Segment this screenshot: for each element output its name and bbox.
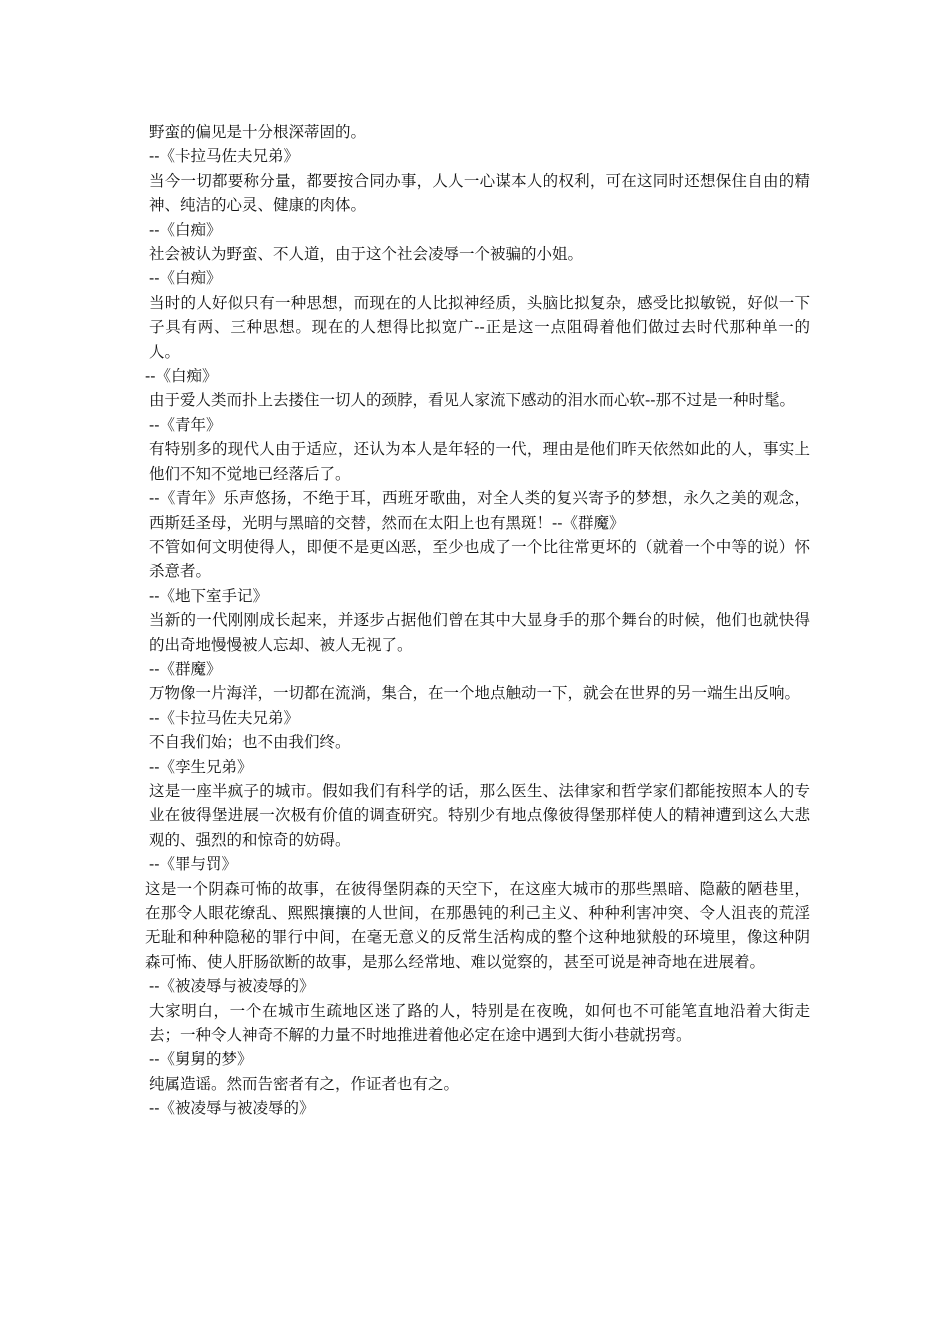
- quote-text: 当今一切都要称分量，都要按合同办事，人人一心谋本人的权利，可在这同时还想保住自由的精神、纯洁的心灵、健康的肉体。: [149, 171, 810, 215]
- quote-text: 社会被认为野蛮、不人道，由于这个社会凌辱一个被骗的小姐。: [149, 245, 584, 264]
- quote-text: 野蛮的偏见是十分根深蒂固的。: [149, 123, 367, 141]
- quote-text: 不自我们始；也不由我们终。: [149, 733, 351, 752]
- quote-text: 这是一座半疯子的城市。假如我们有科学的话，那么医生、法律家和哲学家们都能按照本人的专业在彼得堡进展一次极有价值的调查研究。特别少有地点像彼得堡那样使人的精神遭到这么大悲观的、强烈的和惊奇的妨碍。: [149, 781, 810, 849]
- quote-source: --《白痴》: [145, 367, 218, 386]
- document-body: [145, 120, 810, 1121]
- quote-text: 大家明白，一个在城市生疏地区迷了路的人，特别是在夜晚，如何也不可能笔直地沿着大街走去；一种令人神奇不解的力量不时地推进着他必定在途中遇到大街小巷就拐弯。: [149, 1001, 810, 1045]
- quote-source: --《地下室手记》: [149, 586, 268, 605]
- quote-source: --《孪生兄弟》: [149, 757, 253, 776]
- quote-source: --《卡拉马佐夫兄弟》: [149, 708, 299, 727]
- quote-source: --《罪与罚》: [149, 855, 237, 874]
- quote-text: 当新的一代刚刚成长起来，并逐步占据他们曾在其中大显身手的那个舞台的时候，他们也就快得的出奇地慢慢被人忘却、被人无视了。: [149, 611, 810, 654]
- quote-source: --《白痴》: [149, 220, 222, 239]
- quote-source: --《被凌辱与被凌辱的》: [149, 1099, 315, 1118]
- quote-text: 不管如何文明使得人，即便不是更凶恶，至少也成了一个比往常更坏的（就着一个中等的说）怀杀意者。: [149, 537, 810, 581]
- quote-source: --《青年》乐声悠扬，不绝于耳，西班牙歌曲，对全人类的复兴寄予的梦想，永久之美的观念，西斯廷圣母，光明与黑暗的交替，然而在太阳上也有黑斑！--《群魔》: [149, 489, 810, 532]
- quote-text: 由于爱人类而扑上去搂住一切人的颈脖，看见人家流下感动的泪水而心软--那不过是一种时髦。: [149, 391, 795, 410]
- quote-text: 万物像一片海洋，一切都在流淌，集合，在一个地点触动一下，就会在世界的另一端生出反响。: [149, 684, 801, 703]
- quote-source: --《群魔》: [149, 659, 222, 678]
- quote-text: 有特别多的现代人由于适应，还认为本人是年轻的一代，理由是他们昨天依然如此的人，事实上他们不知不觉地已经落后了。: [149, 440, 810, 483]
- quote-text: 纯属造谣。然而告密者有之，作证者也有之。: [149, 1074, 460, 1093]
- quote-source: --《白痴》: [149, 269, 222, 288]
- quote-text: 当时的人好似只有一种思想，而现在的人比拟神经质，头脑比拟复杂，感受比拟敏锐，好似一下子具有两、三种思想。现在的人想得比拟宽广--正是这一点阻碍着他们做过去时代那种单一的人。: [149, 293, 810, 361]
- quote-text: 这是一个阴森可怖的故事，在彼得堡阴森的天空下，在这座大城市的那些黑暗、隐蔽的陋巷里，在那令人眼花缭乱、熙熙攘攘的人世间，在那愚钝的利己主义、种种利害冲突、令人沮丧的荒淫无耻和种种隐秘的罪行中间，在毫无意义的反常生活构成的整个这种地狱般的环境里，像这种阴森可怖、使人肝肠欲断的故事，是那么经常地、难以觉察的，甚至可说是神奇地在进展着。: [145, 879, 810, 971]
- quote-source: --《卡拉马佐夫兄弟》: [149, 147, 299, 166]
- quote-source: --《青年》: [149, 415, 222, 434]
- quote-source: --《舅舅的梦》: [149, 1050, 253, 1069]
- quote-source: --《被凌辱与被凌辱的》: [149, 977, 315, 996]
